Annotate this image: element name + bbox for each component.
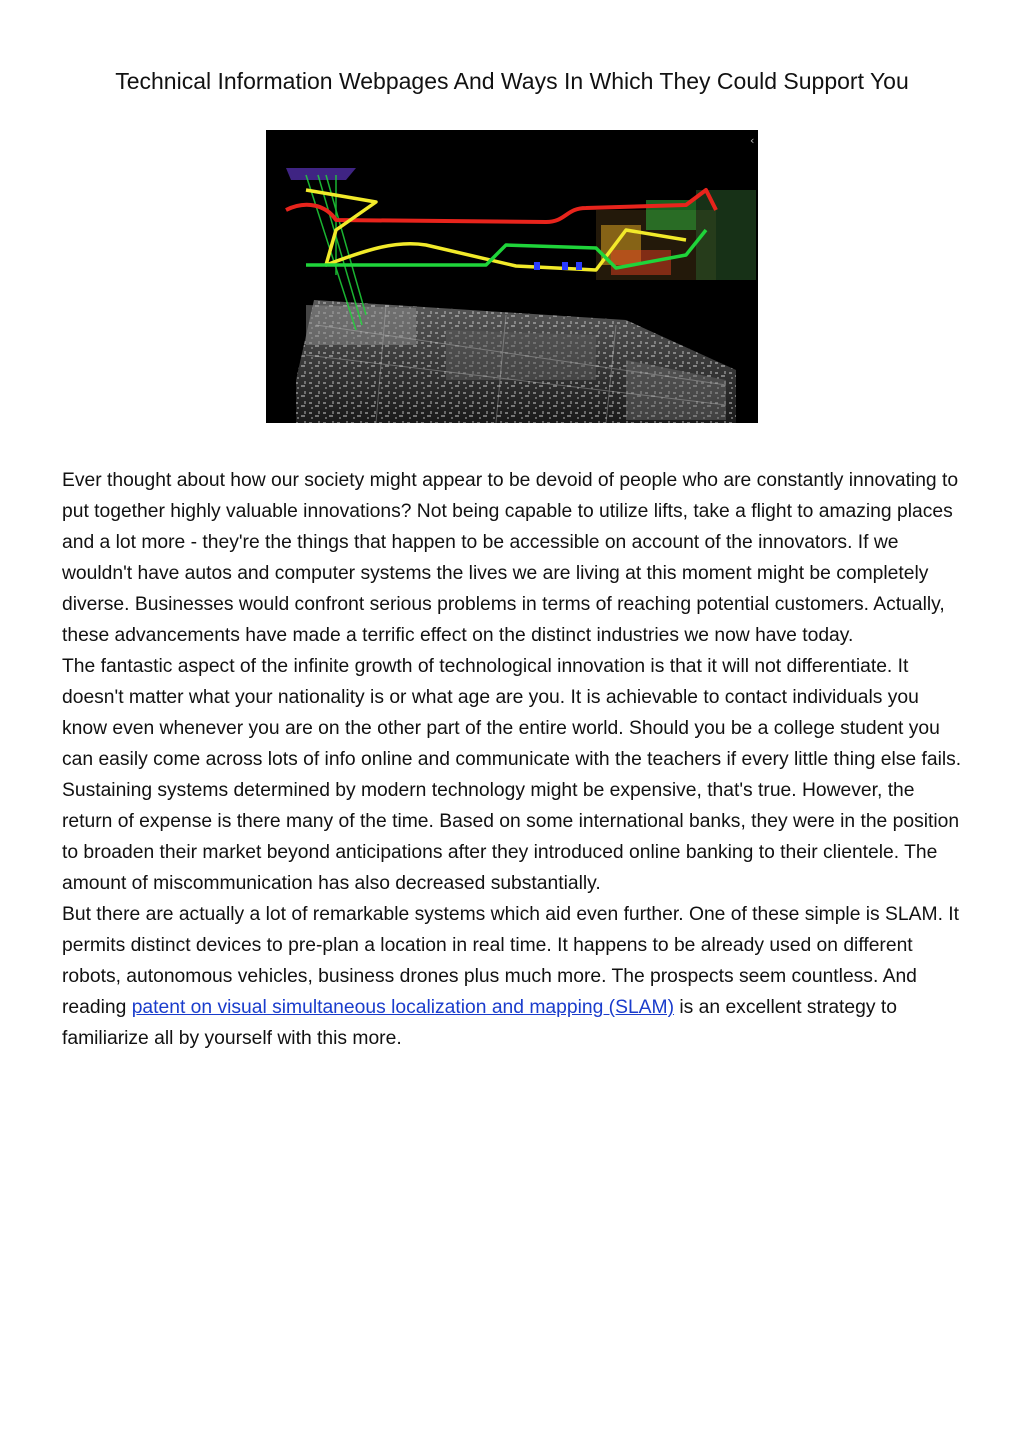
svg-text:‹: ‹ bbox=[750, 134, 755, 147]
page-title: Technical Information Webpages And Ways In Which They Could Support You bbox=[115, 68, 909, 94]
paragraph-4-text-before-link: But there are actually a lot of remarkable systems which aid even further. One of these simple is SLAM. It permits distinct devices to pre-plan a location in real time. It happens to be already used on different robots, autonomous vehicles, business drones plus much more. The prospects seem countless. And reading bbox=[62, 904, 959, 1018]
paragraph-4-text-after-link: is an excellent strategy to familiarize all by yourself with this more. bbox=[62, 997, 897, 1049]
paragraph-2: The fantastic aspect of the infinite growth of technological innovation is that it will not differentiate. It doesn't matter what your nationality is or what age are you. It is achievable to contact individuals you know even whenever you are on the other part of the entire world. Should you be a college student you can easily come across lots of info online and communicate with the teachers if every little thing else fails. bbox=[62, 656, 962, 770]
slam-point-cloud-map-icon bbox=[266, 130, 758, 423]
slam-map-image bbox=[266, 130, 758, 423]
paragraph-4 bbox=[62, 899, 967, 1054]
paragraph-1: Ever thought about how our society might appear to be devoid of people who are constantly innovating to put together highly valuable innovations? Not being capable to utilize lifts, take a flight to amazing places and a lot more - they're the things that happen to be accessible on account of the innovators. If we wouldn't have autos and computer systems the lives we are living at this moment might be completely diverse. Businesses would confront serious problems in terms of reaching potential customers. Actually, these advancements have made a terrific effect on the distinct industries we now have today. bbox=[62, 470, 959, 646]
article-body bbox=[62, 465, 967, 1054]
paragraph-3: Sustaining systems determined by modern technology might be expensive, that's true. However, the return of expense is there many of the time. Based on some international banks, they were in the position to broaden their market beyond anticipations after they introduced online banking to their clientele. The amount of miscommunication has also decreased substantially. bbox=[62, 780, 960, 894]
slam-patent-link[interactable]: patent on visual simultaneous localization and mapping (SLAM) bbox=[131, 997, 675, 1018]
